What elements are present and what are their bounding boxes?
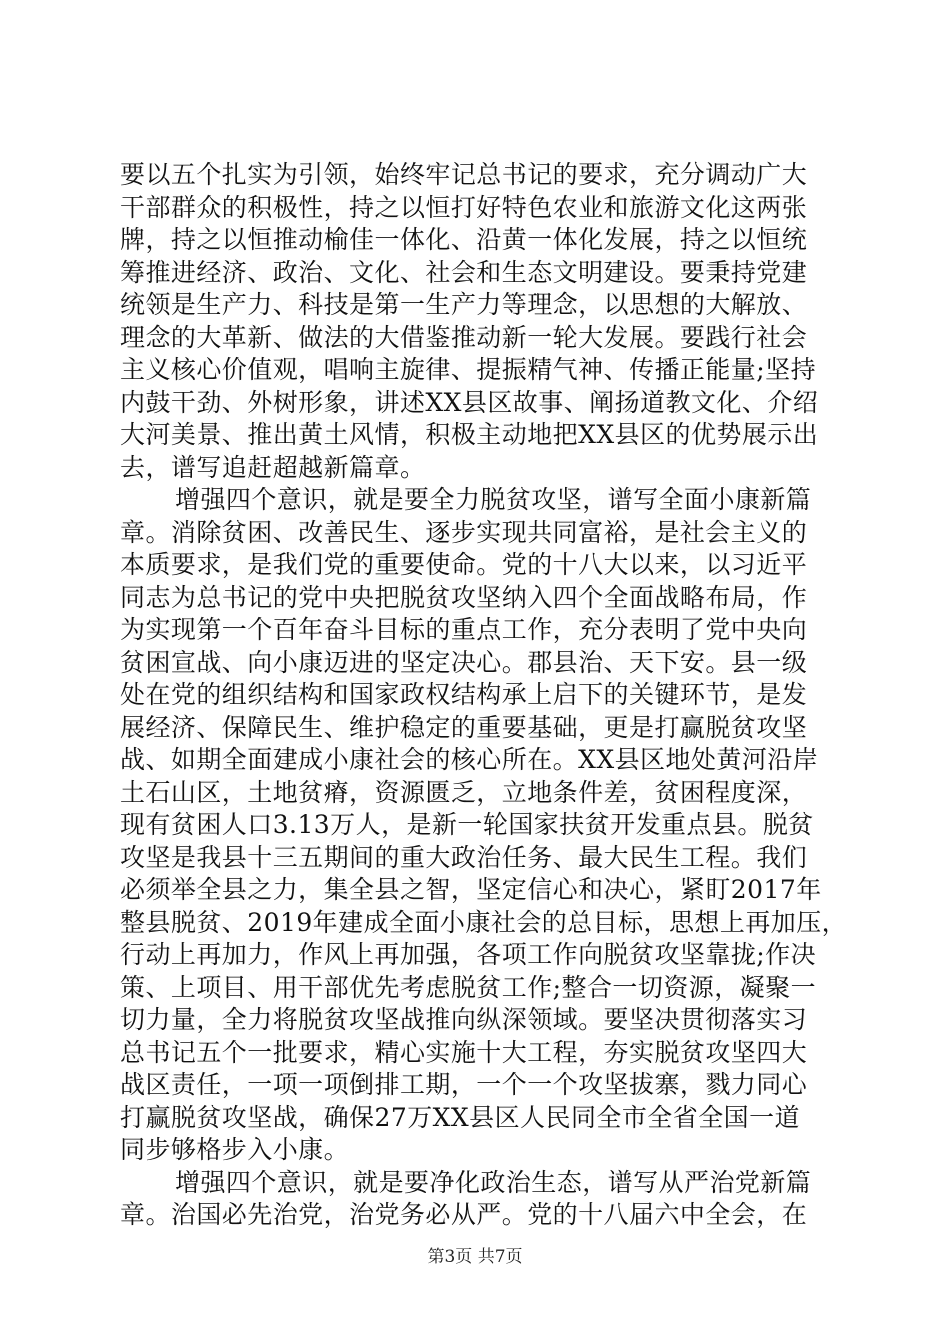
page-number-footer: 第3页 共7页 — [427, 1247, 523, 1267]
text-line: 策、上项目、用干部优先考虑脱贫工作;整合一切资源，凝聚一 — [120, 972, 817, 1002]
text-line: 总书记五个一批要求，精心实施十大工程，夯实脱贫攻坚四大 — [120, 1037, 808, 1067]
body-text — [120, 159, 848, 1232]
text-line: 攻坚是我县十三五期间的重大政治任务、最大民生工程。我们 — [120, 842, 808, 872]
text-line: 主义核心价值观，唱响主旋律、提振精气神、传播正能量;坚持 — [120, 355, 817, 384]
text-line: 切力量，全力将脱贫攻坚战推向纵深领域。要坚决贯彻落实习 — [120, 1005, 808, 1034]
text-line: 战区责任，一项一项倒排工期，一个一个攻坚拔寨，戮力同心 — [120, 1070, 808, 1099]
text-line: 现有贫困人口3.13万人，是新一轮国家扶贫开发重点县。脱贫 — [120, 810, 814, 839]
text-line: 理念的大革新、做法的大借鉴推动新一轮大发展。要践行社会 — [120, 322, 808, 352]
text-line: 同步够格步入小康。 — [120, 1135, 350, 1164]
text-line: 大河美景、推出黄土风情，积极主动地把XX县区的优势展示出 — [120, 420, 819, 449]
paragraph-first-line: 增强四个意识，就是要全力脱贫攻坚，谱写全面小康新篇 — [175, 485, 812, 514]
text-line: 同志为总书记的党中央把脱贫攻坚纳入四个全面战略布局，作 — [120, 582, 808, 612]
paragraph-first-line: 增强四个意识，就是要净化政治生态，谱写从严治党新篇 — [175, 1167, 812, 1197]
text-line: 展经济、保障民生、维护稳定的重要基础，更是打赢脱贫攻坚 — [120, 712, 808, 742]
text-line: 行动上再加力，作风上再加强，各项工作向脱贫攻坚靠拢;作决 — [120, 940, 817, 969]
text-line: 贫困宣战、向小康迈进的坚定决心。郡县治、天下安。县一级 — [120, 647, 808, 677]
text-line: 土石山区，土地贫瘠，资源匮乏，立地条件差，贫困程度深， — [120, 777, 808, 807]
text-line: 要以五个扎实为引领，始终牢记总书记的要求，充分调动广大 — [120, 160, 808, 189]
text-line: 干部群众的积极性，持之以恒打好特色农业和旅游文化这两张 — [120, 192, 808, 222]
text-line: 筹推进经济、政治、文化、社会和生态文明建设。要秉持党建 — [120, 257, 808, 287]
text-line: 去，谱写追赶超越新篇章。 — [120, 452, 426, 482]
text-line: 章。消除贫困、改善民生、逐步实现共同富裕，是社会主义的 — [120, 517, 808, 547]
text-line: 为实现第一个百年奋斗目标的重点工作，充分表明了党中央向 — [120, 615, 808, 644]
text-line: 统领是生产力、科技是第一生产力等理念，以思想的大解放、 — [120, 290, 808, 319]
text-line: 整县脱贫、2019年建成全面小康社会的总目标，思想上再加压， — [120, 907, 848, 937]
text-line: 章。治国必先治党，治党务必从严。党的十八届六中全会，在 — [120, 1200, 808, 1229]
text-line: 打赢脱贫攻坚战，确保27万XX县区人民同全市全省全国一道 — [120, 1102, 801, 1132]
text-line: 牌，持之以恒推动榆佳一体化、沿黄一体化发展，持之以恒统 — [120, 225, 808, 254]
text-line: 战、如期全面建成小康社会的核心所在。XX县区地处黄河沿岸 — [120, 745, 819, 774]
text-line: 处在党的组织结构和国家政权结构承上启下的关键环节，是发 — [120, 680, 808, 709]
text-line: 本质要求，是我们党的重要使命。党的十八大以来，以习近平 — [120, 550, 808, 579]
text-line: 内鼓干劲、外树形象，讲述XX县区故事、阐扬道教文化、介绍 — [120, 387, 819, 417]
text-line: 必须举全县之力，集全县之智，坚定信心和决心，紧盯2017年 — [120, 875, 822, 904]
